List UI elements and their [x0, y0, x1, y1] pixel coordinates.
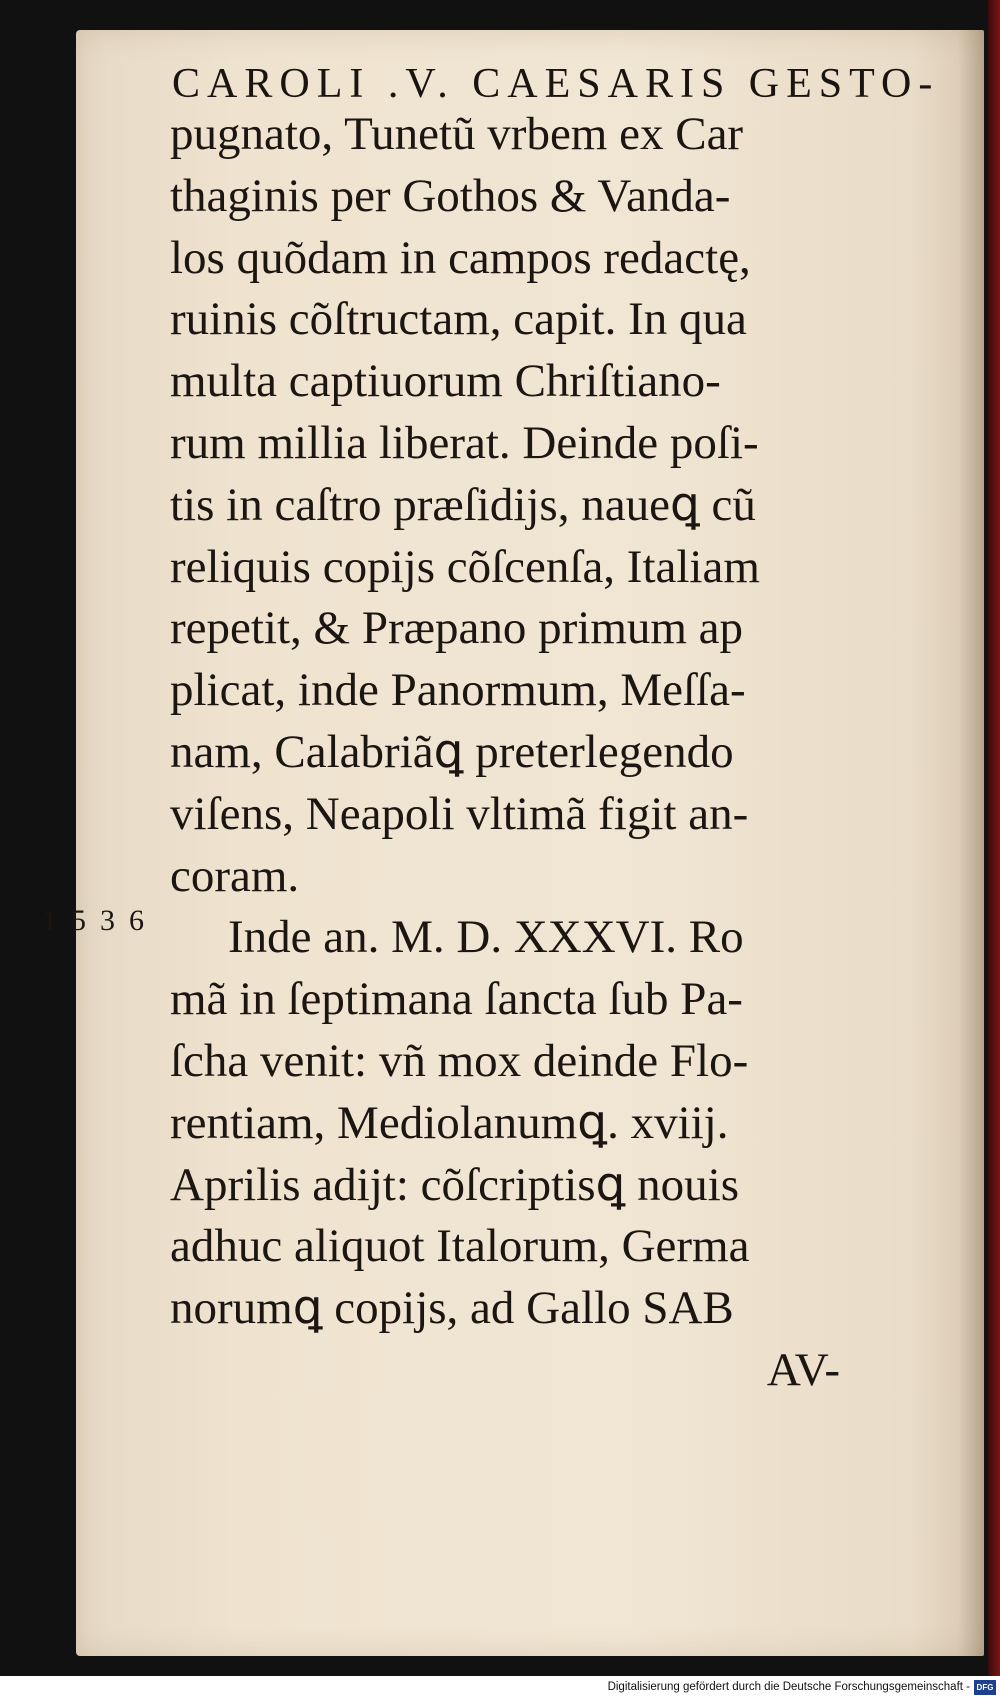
text-line: coram. [170, 849, 300, 902]
running-head: CAROLI .V. CAESARIS GESTO- [172, 61, 940, 107]
text-line: pugnato, Tunetũ vrbem ex Car [170, 108, 744, 160]
text-line: los quõdam in campos redactę, [170, 231, 751, 284]
text-line: Inde an. M. D. XXXVI. Ro [228, 911, 744, 964]
dfg-logo: DFG [974, 1680, 996, 1695]
text-line: rentiam, Mediolanumꝗ. xviij. [170, 1096, 729, 1149]
footer-bar [0, 1676, 1000, 1703]
text-line: mã in ſeptimana ſancta ſub Pa- [170, 973, 743, 1026]
text-line: multa captiuorum Chriſtiano- [170, 355, 721, 408]
text-line: ſcha venit: vñ mox deinde Flo- [170, 1034, 749, 1087]
digitization-credit: Digitalisierung gefördert durch die Deutsche Forschungsgemeinschaft - [607, 1681, 970, 1693]
body-text [170, 104, 840, 1402]
margin-year-note: 1536 [42, 904, 158, 937]
text-line: viſens, Neapoli vltimã figit an- [170, 787, 749, 840]
text-line: ruinis cõſtructam, capit. In qua [170, 293, 747, 346]
text-line: repetit, & Præpano primum ap [170, 602, 744, 655]
text-line: thaginis per Gothos & Vanda- [170, 169, 731, 222]
page-gutter-shadow [958, 30, 984, 1656]
text-line: norumꝗ copijs, ad Gallo SAB [170, 1282, 734, 1335]
text-line: rum millia liberat. Deinde poſi- [170, 416, 759, 469]
book-edge [988, 0, 1000, 1676]
text-line: tis in caſtro præſidijs, naueꝗ cũ [170, 478, 756, 531]
catchword: AV- [766, 1343, 840, 1396]
text-line: adhuc aliquot Italorum, Germa [170, 1220, 750, 1273]
text-line: Aprilis adijt: cõſcriptisꝗ nouis [170, 1158, 739, 1211]
text-line: nam, Calabriãꝗ preterlegendo [170, 725, 734, 778]
text-line: reliquis copijs cõſcenſa, Italiam [170, 540, 760, 593]
text-line: plicat, inde Panormum, Meſſa- [170, 664, 746, 717]
